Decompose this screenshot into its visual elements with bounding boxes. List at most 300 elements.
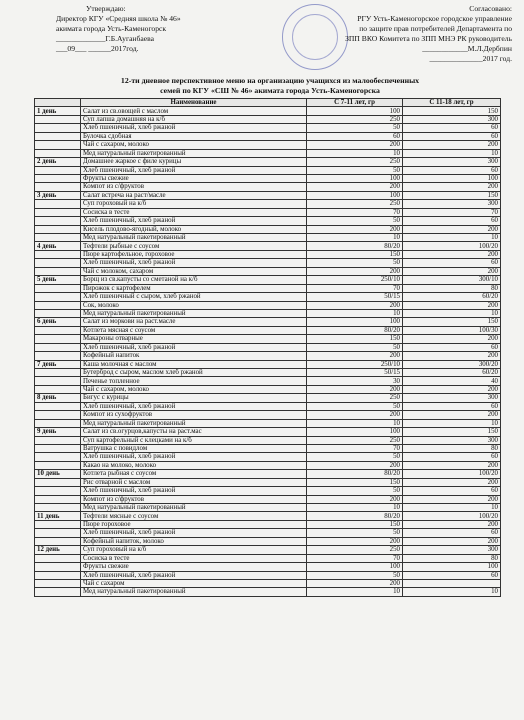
day-cell: 8 день bbox=[35, 394, 81, 402]
portion-7-11-cell: 80/20 bbox=[307, 242, 403, 250]
portion-7-11-cell: 70 bbox=[307, 208, 403, 216]
table-row bbox=[35, 217, 501, 225]
portion-11-18-cell: 60 bbox=[403, 402, 501, 410]
portion-7-11-cell: 50 bbox=[307, 124, 403, 132]
portion-7-11-cell: 100 bbox=[307, 174, 403, 182]
portion-7-11-cell: 10 bbox=[307, 588, 403, 596]
title-line-1: 12-ти дневное перспективное меню на организацию учащихся из малообеспеченных bbox=[120, 76, 420, 85]
portion-7-11-cell: 200 bbox=[307, 141, 403, 149]
table-row bbox=[35, 453, 501, 461]
day-cell bbox=[35, 352, 81, 360]
portion-7-11-cell: 60 bbox=[307, 132, 403, 140]
dish-name-cell: Пирожок с картофелем bbox=[81, 284, 307, 292]
dish-name-cell: Какао на молоко, молоко bbox=[81, 461, 307, 469]
table-row bbox=[35, 461, 501, 469]
dish-name-cell: Салат из св.овощей с маслом bbox=[81, 107, 307, 115]
portion-11-18-cell: 60 bbox=[403, 217, 501, 225]
portion-7-11-cell: 100 bbox=[307, 191, 403, 199]
day-cell: 6 день bbox=[35, 318, 81, 326]
portion-7-11-cell: 100 bbox=[307, 563, 403, 571]
day-cell bbox=[35, 478, 81, 486]
dish-name-cell: Пюре картофельное, гороховое bbox=[81, 250, 307, 258]
portion-11-18-cell: 300/20 bbox=[403, 360, 501, 368]
day-cell bbox=[35, 537, 81, 545]
table-row bbox=[35, 512, 501, 520]
dish-name-cell: Компот из сухофруктов bbox=[81, 411, 307, 419]
portion-7-11-cell: 50 bbox=[307, 402, 403, 410]
table-row bbox=[35, 326, 501, 334]
portion-11-18-cell: 300 bbox=[403, 200, 501, 208]
day-cell: 10 день bbox=[35, 470, 81, 478]
day-cell bbox=[35, 487, 81, 495]
portion-11-18-cell: 10 bbox=[403, 149, 501, 157]
day-cell bbox=[35, 183, 81, 191]
table-row bbox=[35, 225, 501, 233]
agreement-line-5: ____________М.Л.Дербпин bbox=[422, 44, 512, 53]
portion-11-18-cell: 200 bbox=[403, 250, 501, 258]
portion-11-18-cell: 100/30 bbox=[403, 326, 501, 334]
dish-name-cell: Хлеб пшеничный, хлеб ржаной bbox=[81, 217, 307, 225]
day-cell bbox=[35, 132, 81, 140]
dish-name-cell: Хлеб пшеничный, хлеб ржаной bbox=[81, 259, 307, 267]
portion-7-11-cell: 200 bbox=[307, 183, 403, 191]
portion-7-11-cell: 50 bbox=[307, 166, 403, 174]
day-cell bbox=[35, 124, 81, 132]
portion-7-11-cell: 200 bbox=[307, 411, 403, 419]
portion-7-11-cell: 150 bbox=[307, 520, 403, 528]
portion-11-18-cell: 200 bbox=[403, 411, 501, 419]
table-row bbox=[35, 158, 501, 166]
portion-11-18-cell: 200 bbox=[403, 183, 501, 191]
day-cell: 4 день bbox=[35, 242, 81, 250]
portion-11-18-cell: 200 bbox=[403, 225, 501, 233]
portion-11-18-cell: 60 bbox=[403, 487, 501, 495]
dish-name-cell: Рис отварной с маслом bbox=[81, 478, 307, 486]
dish-name-cell: Чай с сахаром, молоко bbox=[81, 141, 307, 149]
table-row bbox=[35, 191, 501, 199]
table-row bbox=[35, 444, 501, 452]
portion-11-18-cell: 60 bbox=[403, 166, 501, 174]
table-row bbox=[35, 588, 501, 596]
table-row bbox=[35, 234, 501, 242]
portion-11-18-cell: 60 bbox=[403, 259, 501, 267]
portion-7-11-cell: 50 bbox=[307, 453, 403, 461]
agreement-line-2: РГУ Усть-Каменогорское городское управление bbox=[357, 14, 512, 23]
table-row bbox=[35, 276, 501, 284]
dish-name-cell: Сосиска в тесте bbox=[81, 208, 307, 216]
approval-line-3: акимата города Усть-Каменогорск bbox=[56, 24, 167, 33]
dish-name-cell: Мед натуральный пакетированный bbox=[81, 234, 307, 242]
portion-7-11-cell: 200 bbox=[307, 352, 403, 360]
portion-11-18-cell: 200 bbox=[403, 141, 501, 149]
portion-7-11-cell: 70 bbox=[307, 554, 403, 562]
portion-7-11-cell: 250/10 bbox=[307, 360, 403, 368]
day-cell bbox=[35, 377, 81, 385]
table-row bbox=[35, 343, 501, 351]
portion-7-11-cell: 250 bbox=[307, 158, 403, 166]
portion-7-11-cell: 50 bbox=[307, 487, 403, 495]
portion-7-11-cell: 50 bbox=[307, 343, 403, 351]
portion-11-18-cell: 200 bbox=[403, 461, 501, 469]
table-row bbox=[35, 394, 501, 402]
dish-name-cell: Суп картофельный с клецками на к/б bbox=[81, 436, 307, 444]
table-row bbox=[35, 360, 501, 368]
dish-name-cell: Чай с сахаром, молоко bbox=[81, 385, 307, 393]
portion-11-18-cell: 60/20 bbox=[403, 369, 501, 377]
table-row bbox=[35, 428, 501, 436]
day-cell bbox=[35, 343, 81, 351]
portion-7-11-cell: 250 bbox=[307, 115, 403, 123]
table-row bbox=[35, 554, 501, 562]
portion-11-18-cell: 10 bbox=[403, 309, 501, 317]
portion-11-18-cell: 60 bbox=[403, 124, 501, 132]
approval-line-1: Утверждаю: bbox=[86, 4, 126, 13]
dish-name-cell: Печенье топленное bbox=[81, 377, 307, 385]
dish-name-cell: Мед натуральный пакетированный bbox=[81, 149, 307, 157]
dish-name-cell: Хлеб пшеничный, хлеб ржаной bbox=[81, 124, 307, 132]
day-cell bbox=[35, 309, 81, 317]
day-cell: 7 день bbox=[35, 360, 81, 368]
table-row bbox=[35, 411, 501, 419]
portion-11-18-cell: 100 bbox=[403, 563, 501, 571]
table-row bbox=[35, 267, 501, 275]
day-cell bbox=[35, 301, 81, 309]
dish-name-cell: Котлета рыбная с соусом bbox=[81, 470, 307, 478]
approval-line-5: ___09___ ______2017год. bbox=[56, 44, 139, 53]
day-cell bbox=[35, 250, 81, 258]
table-row bbox=[35, 259, 501, 267]
portion-11-18-cell: 80 bbox=[403, 554, 501, 562]
day-cell bbox=[35, 554, 81, 562]
table-row bbox=[35, 520, 501, 528]
dish-name-cell: Сок, молоко bbox=[81, 301, 307, 309]
portion-11-18-cell: 100 bbox=[403, 174, 501, 182]
portion-7-11-cell: 100 bbox=[307, 318, 403, 326]
title-line-2: семей по КГУ «СШ № 46» акимата города Усть-Каменогорска bbox=[160, 86, 380, 95]
portion-7-11-cell: 150 bbox=[307, 335, 403, 343]
day-cell bbox=[35, 579, 81, 587]
agreement-line-3: по защите прав потребителей Департамента по bbox=[359, 24, 512, 33]
day-cell bbox=[35, 571, 81, 579]
portion-11-18-cell: 200 bbox=[403, 301, 501, 309]
table-row bbox=[35, 385, 501, 393]
portion-7-11-cell: 200 bbox=[307, 579, 403, 587]
portion-11-18-cell: 150 bbox=[403, 107, 501, 115]
day-cell bbox=[35, 141, 81, 149]
portion-7-11-cell: 200 bbox=[307, 267, 403, 275]
day-cell bbox=[35, 411, 81, 419]
day-cell: 2 день bbox=[35, 158, 81, 166]
day-cell bbox=[35, 436, 81, 444]
table-row bbox=[35, 284, 501, 292]
agreement-block bbox=[300, 4, 512, 64]
portion-7-11-cell: 50 bbox=[307, 529, 403, 537]
dish-name-cell: Фрукты свежие bbox=[81, 174, 307, 182]
day-cell bbox=[35, 335, 81, 343]
portion-7-11-cell: 80/20 bbox=[307, 326, 403, 334]
table-row bbox=[35, 141, 501, 149]
day-cell bbox=[35, 326, 81, 334]
portion-11-18-cell: 10 bbox=[403, 419, 501, 427]
day-cell: 1 день bbox=[35, 107, 81, 115]
dish-name-cell: Салат из св.огурцов,капусты на раст.мас bbox=[81, 428, 307, 436]
day-cell bbox=[35, 208, 81, 216]
portion-11-18-cell: 300 bbox=[403, 158, 501, 166]
table-row bbox=[35, 149, 501, 157]
dish-name-cell: Домашнее жаркое с филе курицы bbox=[81, 158, 307, 166]
dish-name-cell: Сосиска в тесте bbox=[81, 554, 307, 562]
dish-name-cell: Салат встреча на раст/масле bbox=[81, 191, 307, 199]
portion-7-11-cell: 80/20 bbox=[307, 512, 403, 520]
day-cell bbox=[35, 200, 81, 208]
dish-name-cell: Чай с молоком, сахаром bbox=[81, 267, 307, 275]
header-name: Наименование bbox=[81, 99, 307, 107]
dish-name-cell: Суп гороховый на к/б bbox=[81, 546, 307, 554]
day-cell bbox=[35, 461, 81, 469]
table-row bbox=[35, 166, 501, 174]
portion-11-18-cell: 40 bbox=[403, 377, 501, 385]
table-row bbox=[35, 470, 501, 478]
portion-11-18-cell: 60 bbox=[403, 132, 501, 140]
dish-name-cell: Булочка сдобная bbox=[81, 132, 307, 140]
dish-name-cell: Кофейный напиток bbox=[81, 352, 307, 360]
dish-name-cell: Тефтели мясные с соусом bbox=[81, 512, 307, 520]
dish-name-cell: Суп гороховый на к/б bbox=[81, 200, 307, 208]
portion-11-18-cell: 200 bbox=[403, 385, 501, 393]
table-row bbox=[35, 571, 501, 579]
table-row bbox=[35, 537, 501, 545]
portion-7-11-cell: 10 bbox=[307, 234, 403, 242]
table-row bbox=[35, 132, 501, 140]
header-day bbox=[35, 99, 81, 107]
portion-7-11-cell: 200 bbox=[307, 225, 403, 233]
table-row bbox=[35, 436, 501, 444]
day-cell bbox=[35, 453, 81, 461]
table-row bbox=[35, 529, 501, 537]
portion-7-11-cell: 150 bbox=[307, 250, 403, 258]
dish-name-cell: Фрукты свежие bbox=[81, 563, 307, 571]
header-age-11-18: С 11-18 лет, гр bbox=[403, 99, 501, 107]
portion-7-11-cell: 70 bbox=[307, 284, 403, 292]
dish-name-cell: Хлеб пшеничный, хлеб ржаной bbox=[81, 402, 307, 410]
dish-name-cell: Кофейный напиток, молоко bbox=[81, 537, 307, 545]
portion-7-11-cell: 50/15 bbox=[307, 293, 403, 301]
day-cell bbox=[35, 495, 81, 503]
portion-11-18-cell bbox=[403, 579, 501, 587]
dish-name-cell: Хлеб пшеничный, хлеб ржаной bbox=[81, 166, 307, 174]
day-cell bbox=[35, 166, 81, 174]
day-cell bbox=[35, 174, 81, 182]
table-row bbox=[35, 242, 501, 250]
portion-7-11-cell: 200 bbox=[307, 495, 403, 503]
dish-name-cell: Хлеб пшеничный с сыром, хлеб ржаной bbox=[81, 293, 307, 301]
table-row bbox=[35, 107, 501, 115]
table-row bbox=[35, 504, 501, 512]
portion-7-11-cell: 50 bbox=[307, 259, 403, 267]
table-row bbox=[35, 293, 501, 301]
portion-7-11-cell: 70 bbox=[307, 444, 403, 452]
day-cell bbox=[35, 267, 81, 275]
dish-name-cell: Хлеб пшеничный, хлеб ржаной bbox=[81, 529, 307, 537]
portion-7-11-cell: 200 bbox=[307, 385, 403, 393]
day-cell bbox=[35, 284, 81, 292]
table-row bbox=[35, 419, 501, 427]
day-cell: 5 день bbox=[35, 276, 81, 284]
portion-7-11-cell: 100 bbox=[307, 107, 403, 115]
portion-7-11-cell: 10 bbox=[307, 309, 403, 317]
portion-11-18-cell: 60 bbox=[403, 529, 501, 537]
table-row bbox=[35, 352, 501, 360]
portion-7-11-cell: 50 bbox=[307, 217, 403, 225]
portion-11-18-cell: 10 bbox=[403, 504, 501, 512]
day-cell bbox=[35, 293, 81, 301]
portion-11-18-cell: 10 bbox=[403, 588, 501, 596]
menu-table-body bbox=[35, 107, 501, 596]
dish-name-cell: Кисель плодово-ягодный, молоко bbox=[81, 225, 307, 233]
table-row bbox=[35, 563, 501, 571]
table-row bbox=[35, 402, 501, 410]
portion-11-18-cell: 100/20 bbox=[403, 242, 501, 250]
dish-name-cell: Чай с сахаром bbox=[81, 579, 307, 587]
day-cell bbox=[35, 419, 81, 427]
portion-11-18-cell: 70 bbox=[403, 208, 501, 216]
table-row bbox=[35, 487, 501, 495]
portion-11-18-cell: 80 bbox=[403, 444, 501, 452]
table-row bbox=[35, 478, 501, 486]
portion-11-18-cell: 300 bbox=[403, 394, 501, 402]
day-cell bbox=[35, 149, 81, 157]
day-cell bbox=[35, 529, 81, 537]
dish-name-cell: Котлета мясная с соусом bbox=[81, 326, 307, 334]
table-header-row bbox=[35, 99, 501, 107]
approval-line-4: _____________Г.Б.Ауганбаева bbox=[56, 34, 154, 43]
portion-11-18-cell: 10 bbox=[403, 234, 501, 242]
table-row bbox=[35, 377, 501, 385]
table-row bbox=[35, 250, 501, 258]
dish-name-cell: Тефтели рыбные с соусом bbox=[81, 242, 307, 250]
table-row bbox=[35, 115, 501, 123]
portion-11-18-cell: 100/20 bbox=[403, 470, 501, 478]
table-row bbox=[35, 318, 501, 326]
dish-name-cell: Мед натуральный пакетированный bbox=[81, 309, 307, 317]
portion-7-11-cell: 200 bbox=[307, 537, 403, 545]
table-row bbox=[35, 495, 501, 503]
portion-7-11-cell: 50/15 bbox=[307, 369, 403, 377]
dish-name-cell: Хлеб пшеничный, хлеб ржаной bbox=[81, 571, 307, 579]
document-title bbox=[40, 76, 500, 96]
dish-name-cell: Салат из моркови на раст.масле bbox=[81, 318, 307, 326]
day-cell bbox=[35, 385, 81, 393]
agreement-line-4: ЗПП ВКО Комитета по ЗПП МНЭ РК руководитель bbox=[345, 34, 512, 43]
portion-11-18-cell: 60 bbox=[403, 343, 501, 351]
dish-name-cell: Хлеб пшеничный, хлеб ржаной bbox=[81, 487, 307, 495]
dish-name-cell: Борщ из св.капусты со сметаной на к/б bbox=[81, 276, 307, 284]
portion-7-11-cell: 200 bbox=[307, 461, 403, 469]
table-row bbox=[35, 335, 501, 343]
portion-11-18-cell: 200 bbox=[403, 335, 501, 343]
table-row bbox=[35, 208, 501, 216]
dish-name-cell: Бутерброд с сыром, маслом хлеб ржаной bbox=[81, 369, 307, 377]
dish-name-cell: Мед натуральный пакетированный bbox=[81, 588, 307, 596]
table-row bbox=[35, 579, 501, 587]
dish-name-cell: Мед натуральный пакетированный bbox=[81, 504, 307, 512]
dish-name-cell: Компот из с/фруктов bbox=[81, 183, 307, 191]
table-row bbox=[35, 124, 501, 132]
day-cell bbox=[35, 259, 81, 267]
approval-line-2: Директор КГУ «Средняя школа № 46» bbox=[56, 14, 181, 23]
portion-11-18-cell: 300 bbox=[403, 546, 501, 554]
portion-11-18-cell: 60/20 bbox=[403, 293, 501, 301]
portion-11-18-cell: 200 bbox=[403, 537, 501, 545]
portion-7-11-cell: 10 bbox=[307, 149, 403, 157]
day-cell bbox=[35, 444, 81, 452]
portion-7-11-cell: 30 bbox=[307, 377, 403, 385]
day-cell bbox=[35, 225, 81, 233]
portion-11-18-cell: 200 bbox=[403, 520, 501, 528]
dish-name-cell: Ватрушка с повидлом bbox=[81, 444, 307, 452]
portion-11-18-cell: 300 bbox=[403, 115, 501, 123]
dish-name-cell: Макароны отварные bbox=[81, 335, 307, 343]
portion-11-18-cell: 60 bbox=[403, 453, 501, 461]
day-cell bbox=[35, 369, 81, 377]
day-cell bbox=[35, 115, 81, 123]
table-row bbox=[35, 301, 501, 309]
portion-7-11-cell: 250 bbox=[307, 436, 403, 444]
portion-11-18-cell: 200 bbox=[403, 495, 501, 503]
portion-11-18-cell: 80 bbox=[403, 284, 501, 292]
day-cell bbox=[35, 588, 81, 596]
portion-11-18-cell: 300/10 bbox=[403, 276, 501, 284]
day-cell bbox=[35, 402, 81, 410]
day-cell bbox=[35, 504, 81, 512]
header-age-7-11: С 7-11 лет, гр bbox=[307, 99, 403, 107]
portion-11-18-cell: 150 bbox=[403, 191, 501, 199]
portion-7-11-cell: 80/20 bbox=[307, 470, 403, 478]
portion-11-18-cell: 200 bbox=[403, 478, 501, 486]
portion-7-11-cell: 250 bbox=[307, 394, 403, 402]
portion-11-18-cell: 200 bbox=[403, 352, 501, 360]
portion-11-18-cell: 200 bbox=[403, 267, 501, 275]
day-cell: 9 день bbox=[35, 428, 81, 436]
portion-11-18-cell: 150 bbox=[403, 318, 501, 326]
dish-name-cell: Хлеб пшеничный, хлеб ржаной bbox=[81, 343, 307, 351]
portion-7-11-cell: 250/10 bbox=[307, 276, 403, 284]
portion-7-11-cell: 10 bbox=[307, 504, 403, 512]
agreement-line-1: Согласовано: bbox=[469, 4, 512, 13]
portion-11-18-cell: 60 bbox=[403, 571, 501, 579]
portion-11-18-cell: 300 bbox=[403, 436, 501, 444]
day-cell bbox=[35, 563, 81, 571]
portion-11-18-cell: 100/20 bbox=[403, 512, 501, 520]
agreement-line-6: ______________2017 год. bbox=[429, 54, 512, 63]
portion-7-11-cell: 150 bbox=[307, 478, 403, 486]
dish-name-cell: Бигус с курицы bbox=[81, 394, 307, 402]
portion-7-11-cell: 100 bbox=[307, 428, 403, 436]
portion-11-18-cell: 150 bbox=[403, 428, 501, 436]
table-row bbox=[35, 309, 501, 317]
dish-name-cell: Пюре гороховое bbox=[81, 520, 307, 528]
dish-name-cell: Суп лапша домашняя на к/б bbox=[81, 115, 307, 123]
table-row bbox=[35, 183, 501, 191]
approval-block bbox=[56, 4, 256, 54]
table-row bbox=[35, 174, 501, 182]
day-cell: 11 день bbox=[35, 512, 81, 520]
dish-name-cell: Каша молочная с маслом bbox=[81, 360, 307, 368]
portion-7-11-cell: 250 bbox=[307, 546, 403, 554]
table-row bbox=[35, 546, 501, 554]
day-cell: 12 день bbox=[35, 546, 81, 554]
portion-7-11-cell: 250 bbox=[307, 200, 403, 208]
